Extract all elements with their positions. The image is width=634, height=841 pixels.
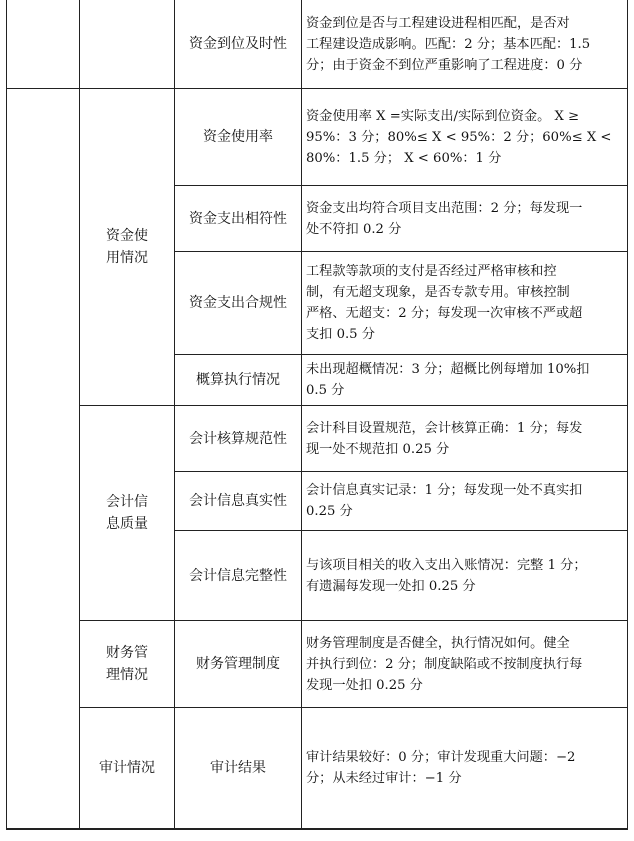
description-cell [302, 621, 627, 707]
description-line: 有遗漏每发现一处扣 0.25 分 [306, 578, 476, 594]
description-line: 严格、无超支：2 分；每发现一次审核不严或超 [306, 306, 583, 321]
description-line: 审计结果较好：0 分；审计发现重大问题：−2 [306, 750, 576, 765]
group-label-line: 资金使 [106, 228, 148, 244]
item-cell [175, 472, 301, 530]
group-label-line: 审计情况 [99, 760, 155, 776]
description-cell [302, 472, 627, 530]
description-line: 未出现超概情况：3 分；超概比例每增加 10%扣 [306, 362, 590, 377]
description-cell [302, 708, 627, 828]
table-border-right [627, 0, 628, 829]
description-line: 并执行到位：2 分；制度缺陷或不按制度执行每 [306, 656, 583, 672]
description-line: 80%：1.5 分； X < 60%：1 分 [306, 150, 502, 166]
description-line: 分；由于资金不到位严重影响了工程进度：0 分 [306, 57, 583, 73]
description-line: 现一处不规范扣 0.25 分 [306, 441, 450, 457]
description-line: 资金支出均符合项目支出范围：2 分；每发现一 [306, 200, 583, 216]
group-financial-management [80, 621, 174, 707]
item-label: 会计信息完整性 [189, 567, 287, 584]
item-label: 财务管理制度 [196, 656, 280, 672]
description-cell [302, 252, 627, 354]
description-line: 处不符扣 0.2 分 [306, 221, 402, 237]
description-cell [302, 0, 627, 88]
description-cell [302, 89, 627, 185]
item-label: 资金使用率 [203, 129, 273, 145]
item-label: 审计结果 [210, 760, 266, 776]
description-line: 95%：3 分；80%≤ X < 95%：2 分；60%≤ X < [306, 129, 612, 145]
group-accounting-quality [80, 406, 174, 620]
item-label: 资金支出相符性 [189, 210, 287, 227]
table-border-left [6, 0, 7, 829]
description-line: 与该项目相关的收入支出入账情况：完整 1 分； [306, 557, 587, 573]
group-label-line: 财务管 [106, 645, 148, 661]
description-cell [302, 531, 627, 620]
item-cell [175, 621, 301, 707]
item-label: 资金到位及时性 [189, 36, 287, 52]
description-line: 制，有无超支现象，是否专款专用。审核控制 [306, 285, 570, 300]
description-line: 分；从未经过审计：−1 分 [306, 771, 462, 786]
description-line: 发现一处扣 0.25 分 [306, 677, 423, 693]
item-label: 概算执行情况 [196, 372, 280, 388]
item-cell [175, 89, 301, 185]
item-cell [175, 708, 301, 828]
group-label-line: 理情况 [106, 667, 148, 683]
group-label-line: 用情况 [106, 250, 148, 266]
description-line: 0.25 分 [306, 504, 353, 519]
item-label: 资金支出合规性 [189, 295, 287, 311]
item-cell [175, 355, 301, 405]
description-line: 0.5 分 [306, 383, 345, 398]
description-line: 资金到位是否与工程建设进程相匹配，是否对 [306, 15, 570, 31]
group-label-line: 会计信 [106, 494, 148, 510]
description-line: 工程款等款项的支付是否经过严格审核和控 [306, 264, 557, 279]
group-label-line: 息质量 [106, 516, 148, 532]
item-label: 会计核算规范性 [189, 430, 287, 447]
item-cell [175, 531, 301, 620]
table-border-bottom [6, 828, 628, 830]
description-line: 支扣 0.5 分 [306, 327, 375, 342]
description-line: 工程建设造成影响。匹配：2 分；基本匹配：1.5 [306, 36, 591, 52]
description-line: 资金使用率 X =实际支出/实际到位资金。 X ≥ [306, 108, 580, 124]
description-line: 财务管理制度是否健全，执行情况如何。健全 [306, 635, 570, 651]
item-cell [175, 406, 301, 471]
item-cell [175, 186, 301, 251]
group-fund-usage [80, 89, 174, 405]
item-cell [175, 252, 301, 354]
item-cell [175, 0, 301, 88]
description-line: 会计信息真实记录：1 分；每发现一处不真实扣 [306, 483, 583, 498]
description-cell [302, 406, 627, 471]
item-label: 会计信息真实性 [189, 493, 287, 509]
description-line: 会计科目设置规范，会计核算正确：1 分；每发 [306, 420, 583, 436]
group-audit [80, 708, 174, 828]
description-cell [302, 355, 627, 405]
description-cell [302, 186, 627, 251]
